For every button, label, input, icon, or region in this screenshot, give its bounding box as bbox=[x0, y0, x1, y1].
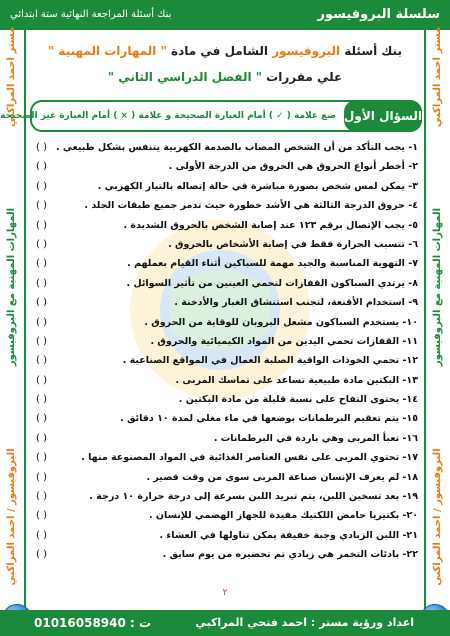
question-text: ١١- القفازات تحمي اليدين من المواد الكيميائية والحروق . bbox=[150, 335, 418, 347]
answer-box[interactable]: ( ) bbox=[36, 335, 47, 347]
left-side-signature: البروفيسور / احمد المراكبي bbox=[6, 448, 17, 586]
question-row bbox=[30, 313, 418, 332]
subtitle-part: علي مقررات bbox=[262, 70, 343, 84]
question-text: ١٤- يحتوى التفاح على نسبة قليلة من مادة البكتين . bbox=[178, 394, 418, 406]
instruction-box bbox=[0, 100, 422, 132]
answer-box[interactable]: ( ) bbox=[36, 355, 47, 367]
question-text: ١٣- البكتين مادة طبيعية تساعد على تماسك المربى . bbox=[175, 374, 418, 386]
header-bar bbox=[0, 0, 450, 30]
question-row bbox=[30, 293, 418, 312]
right-side-subject: المهارات المهنية مع البروفيسور bbox=[432, 207, 443, 367]
header-note: بنك أسئلة المراجعة النهائية ستة ابتدائي bbox=[10, 9, 172, 20]
left-side-author: مستر احمد المراكبي bbox=[6, 26, 17, 128]
title-subject: " المهارات المهنية " bbox=[47, 44, 167, 58]
question-text: ٩- استخدام الأقنعة، لتجنب استنشاق الغبار والأدخنة . bbox=[174, 297, 418, 309]
question-text: ٣- يمكن لمس شخص بصورة مباشرة في حالة إتصاله بالتيار الكهربي . bbox=[97, 180, 418, 192]
question-text: ٢٢- بادئات التخمر هي زبادي تم تحضيره من يوم سابق . bbox=[162, 549, 418, 561]
footer-phone: ت : 01016058940 bbox=[34, 616, 152, 630]
title-part: الشامل في مادة bbox=[166, 44, 273, 58]
question-text: ٤- حروق الدرجة الثالثة هي الأشد خطورة حيث تدمر جميع طبقات الجلد . bbox=[84, 200, 418, 212]
answer-box[interactable]: ( ) bbox=[36, 452, 47, 464]
answer-box[interactable]: ( ) bbox=[36, 161, 47, 173]
question-row bbox=[30, 409, 418, 428]
question-row bbox=[30, 371, 418, 390]
right-side-strip bbox=[424, 26, 450, 610]
question-text: ٢٠- بكتيريا حامض اللكتيك مفيدة للجهاز الهضمي للإنسان . bbox=[148, 510, 418, 522]
answer-box[interactable]: ( ) bbox=[36, 180, 47, 192]
page-number: ٢ bbox=[222, 588, 228, 598]
question-row bbox=[30, 216, 418, 235]
question-text: ١٩- بعد تسخين اللبن، يتم تبريد اللبن بسرعة إلى درجة حرارة ١٠ درجة . bbox=[89, 491, 418, 503]
answer-box[interactable]: ( ) bbox=[36, 297, 47, 309]
question-row bbox=[30, 177, 418, 196]
question-text: ١- يجب التأكد من أن الشخص المصاب بالصدمة الكهربية يتنفس بشكل طبيعي . bbox=[56, 142, 418, 153]
answer-box[interactable]: ( ) bbox=[36, 277, 47, 289]
right-side-author: مستر احمد المراكبي bbox=[432, 26, 443, 128]
answer-box[interactable]: ( ) bbox=[36, 142, 47, 153]
question-text: ١٧- تحتوي المربى على نفس العناصر الغذائية في المواد المصنوعة منها . bbox=[81, 452, 418, 464]
footer-bar bbox=[0, 610, 450, 636]
title-brand: البروفيسور bbox=[272, 44, 341, 58]
question-text: ٨- يرتدي السباكون القفازات لتحمي العينين من تأثير السوائل . bbox=[126, 277, 418, 289]
answer-box[interactable]: ( ) bbox=[36, 471, 47, 483]
question-row bbox=[30, 274, 418, 293]
question-row bbox=[30, 429, 418, 448]
question-row bbox=[30, 526, 418, 545]
answer-box[interactable]: ( ) bbox=[36, 258, 47, 270]
answer-box[interactable]: ( ) bbox=[36, 394, 47, 406]
instruction-text: ضع علامة ( ✓ ) أمام العبارة الصحيحة و علامة ( × ) أمام العبارة غير الصحيحة bbox=[0, 111, 336, 121]
question-text: ١٠- يستخدم السباكون مشعل البروبان للوقاية من الحروق . bbox=[144, 316, 418, 328]
answer-box[interactable]: ( ) bbox=[36, 200, 47, 212]
question-text: ١٦- تعبأ المربى وهي باردة في البرطمانات . bbox=[213, 432, 418, 444]
answer-box[interactable]: ( ) bbox=[36, 529, 47, 541]
subtitle-term: " الفصل الدراسي الثاني " bbox=[107, 70, 262, 84]
answer-box[interactable]: ( ) bbox=[36, 374, 47, 386]
series-title: سلسلة البروفيسور bbox=[317, 7, 440, 22]
footer-credit: اعداد ورؤية مستر : احمد فتحي المراكبي bbox=[195, 616, 414, 629]
answer-box[interactable]: ( ) bbox=[36, 219, 47, 231]
question-text: ٧- التهوية المناسبة والجيد مهمة للسباكين أثناء القيام بعملهم . bbox=[127, 258, 418, 270]
answer-box[interactable]: ( ) bbox=[36, 510, 47, 522]
question-text: ١٥- يتم تعقيم البرطمانات بوضعها في ماء مغلي لمدة ١٠ دقائق . bbox=[120, 413, 418, 425]
answer-box[interactable]: ( ) bbox=[36, 238, 47, 250]
page-subtitle bbox=[34, 68, 416, 86]
question-text: ٢١- اللبن الزبادي وجبة خفيفة يمكن تناولها في العشاء . bbox=[159, 529, 418, 541]
answer-box[interactable]: ( ) bbox=[36, 549, 47, 561]
question-row bbox=[30, 468, 418, 487]
question-row bbox=[30, 196, 418, 215]
question-list bbox=[30, 138, 418, 584]
title-part: بنك أسئلة bbox=[340, 44, 402, 58]
answer-box[interactable]: ( ) bbox=[36, 316, 47, 328]
answer-box[interactable]: ( ) bbox=[36, 491, 47, 503]
section-badge: السؤال الأول bbox=[344, 100, 422, 132]
answer-box[interactable]: ( ) bbox=[36, 413, 47, 425]
question-text: ١٢- تحمي الخوذات الواقية الصلبة العمال في المواقع الصناعية . bbox=[122, 355, 418, 367]
question-row bbox=[30, 506, 418, 525]
page-title bbox=[34, 42, 416, 60]
question-row bbox=[30, 448, 418, 467]
question-row bbox=[30, 351, 418, 370]
question-row bbox=[30, 390, 418, 409]
question-text: ٥- يجب الإتصال برقم ١٢٣ عند إصابة الشخص بالحروق الشديدة . bbox=[123, 219, 418, 231]
question-text: ٦- تتسبب الحرارة فقط في إصابة الأشخاص بالحروق . bbox=[168, 238, 418, 250]
question-row bbox=[30, 157, 418, 176]
right-side-signature: البروفيسور / احمد المراكبي bbox=[432, 448, 443, 586]
question-row bbox=[30, 332, 418, 351]
question-row bbox=[30, 235, 418, 254]
question-text: ١٨- لم يعرف الإنسان صناعة المربى سوى من وقت قصير . bbox=[146, 471, 418, 483]
left-side-subject: المهارات المهنية مع البروفيسور bbox=[6, 207, 17, 367]
question-row bbox=[30, 487, 418, 506]
question-text: ٢- أخطر أنواع الحروق هي الحروق من الدرجة الأولى . bbox=[168, 161, 418, 173]
question-row bbox=[30, 545, 418, 564]
question-row bbox=[30, 138, 418, 157]
answer-box[interactable]: ( ) bbox=[36, 432, 47, 444]
question-row bbox=[30, 254, 418, 273]
